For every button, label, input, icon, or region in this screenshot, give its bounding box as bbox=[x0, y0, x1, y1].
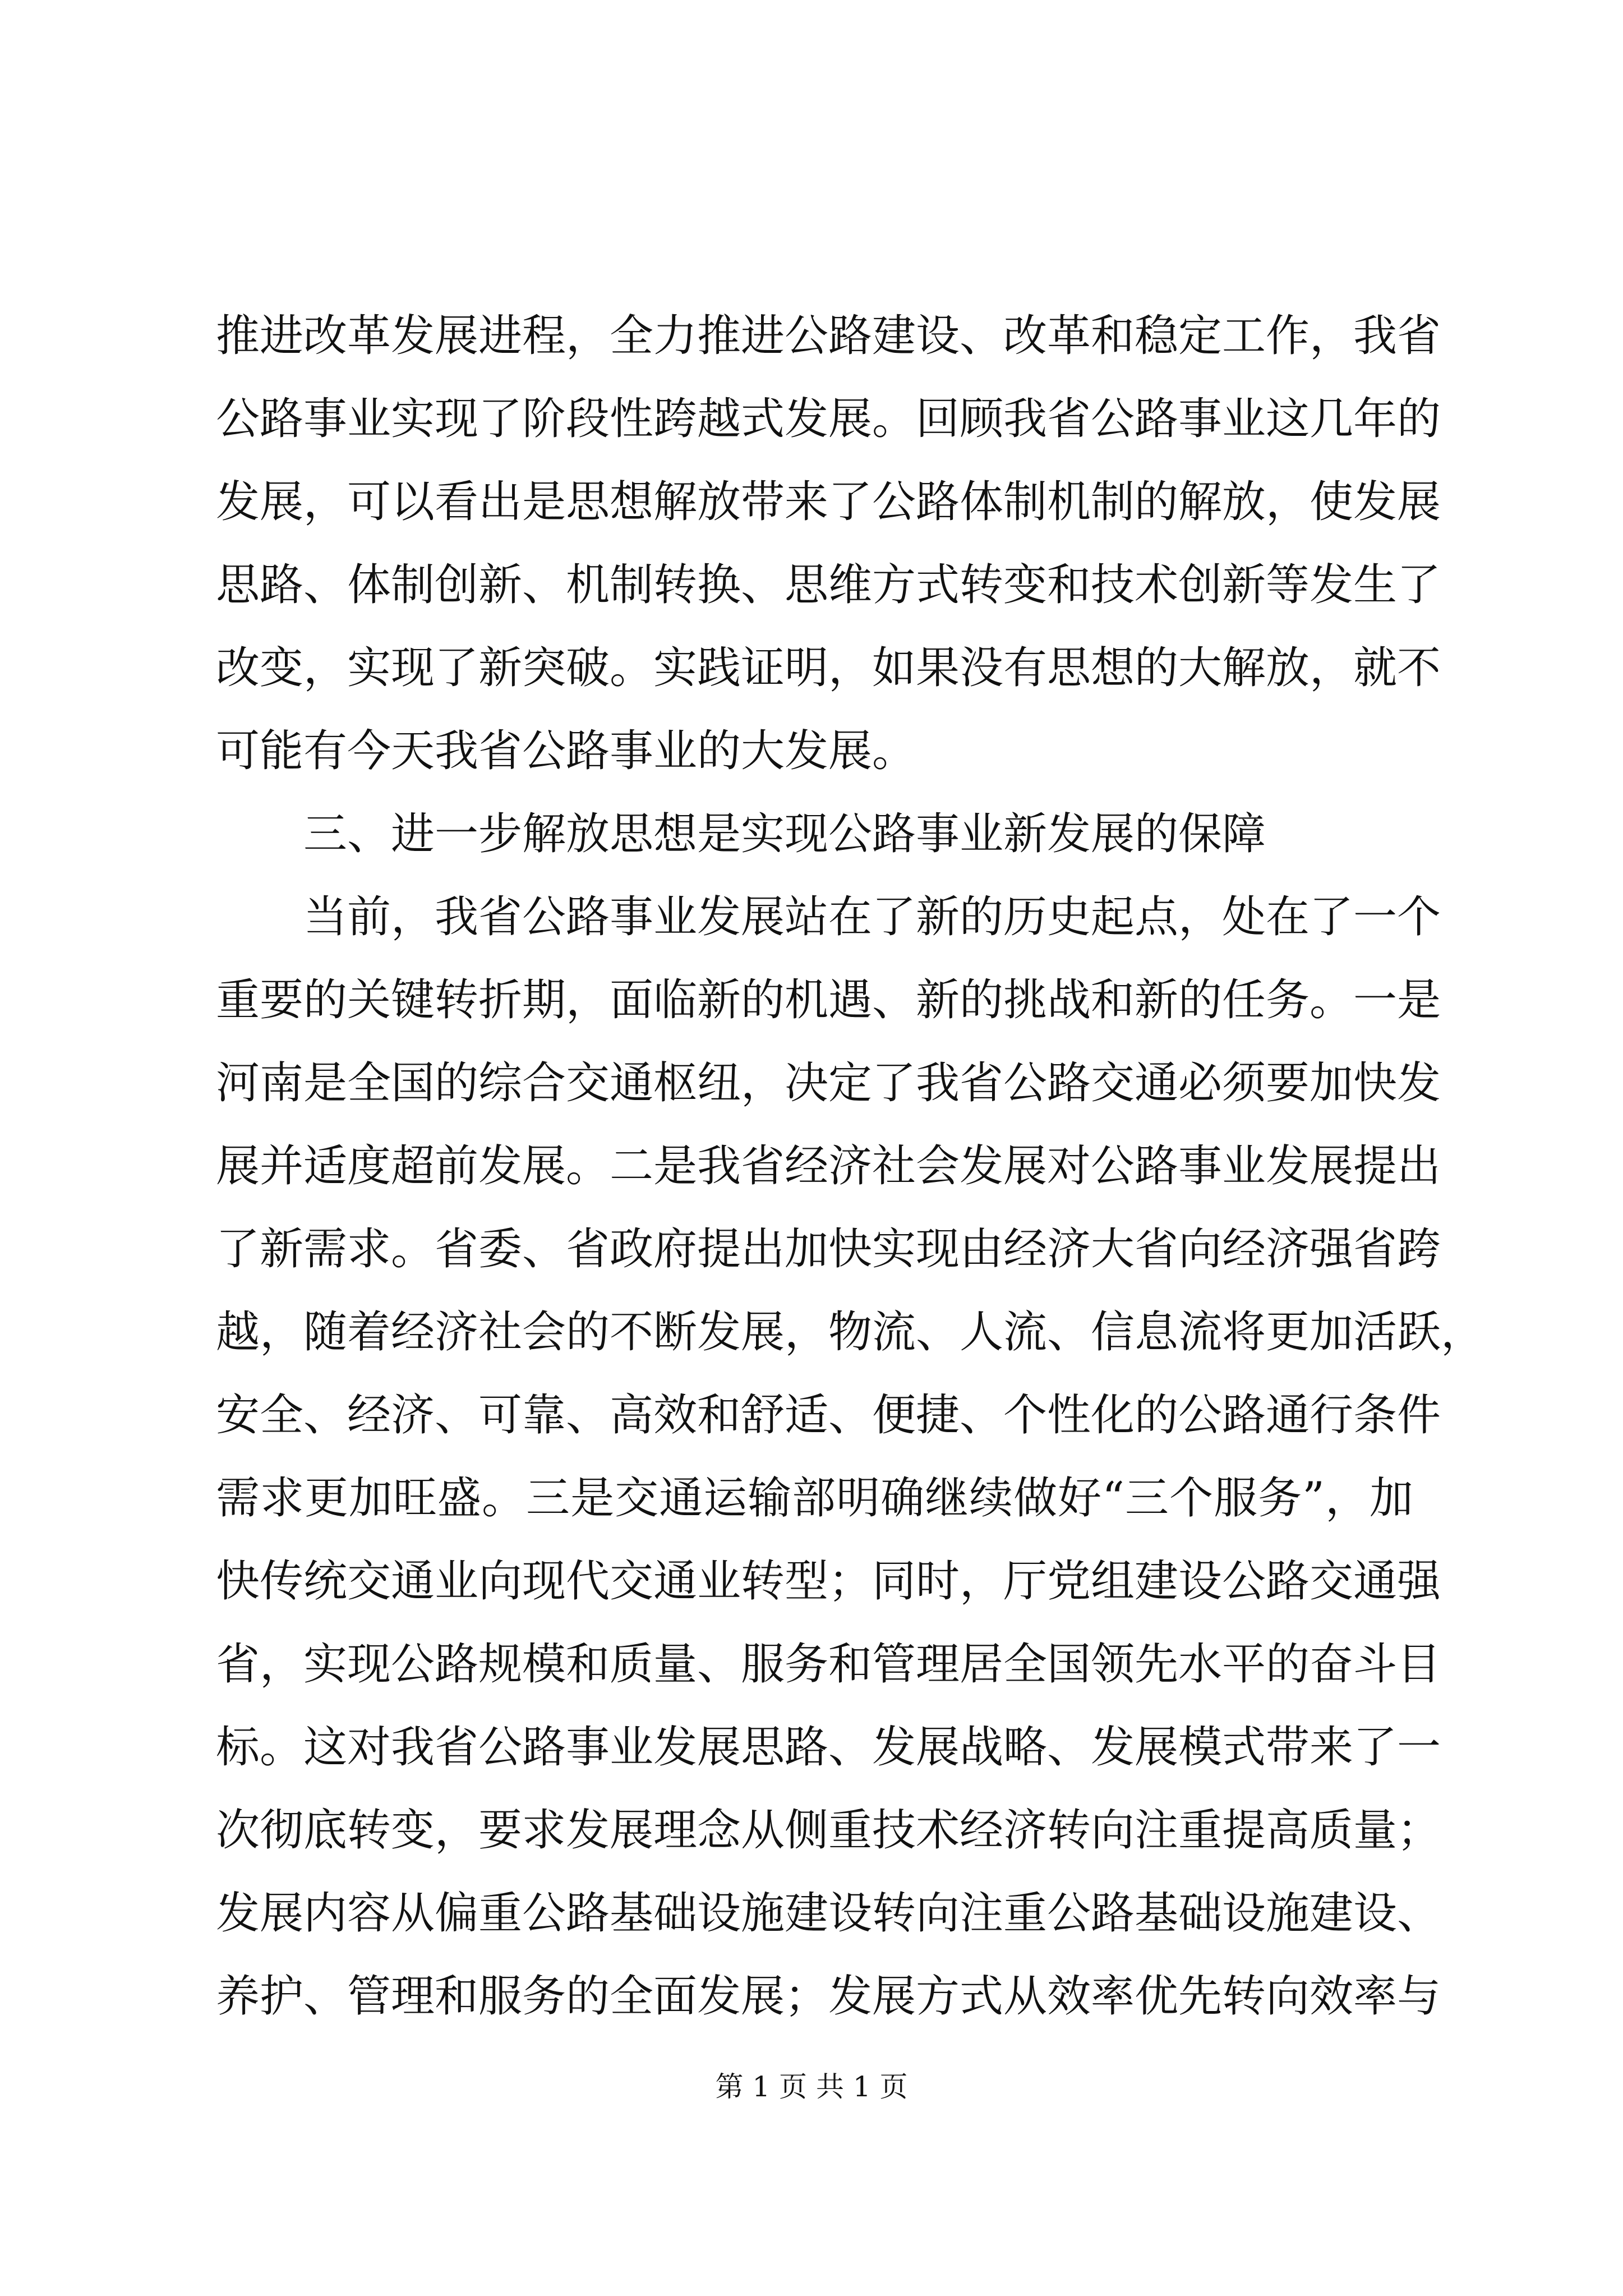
paragraph-2-line: 越，随着经济社会的不断发展，物流、人流、信息流将更加活跃， bbox=[216, 1307, 1485, 1358]
paragraph-1-line: 思路、体制创新、机制转换、思维方式转变和技术创新等发生了 bbox=[216, 560, 1441, 610]
paragraph-2-line: 安全、经济、可靠、高效和舒适、便捷、个性化的公路通行条件 bbox=[216, 1390, 1441, 1441]
paragraph-2-line: 需求更加旺盛。三是交通运输部明确继续做好“三个服务”，加 bbox=[216, 1473, 1413, 1524]
paragraph-1-line: 可能有今天我省公路事业的大发展。 bbox=[216, 726, 916, 776]
paragraph-1-line: 发展，可以看出是思想解放带来了公路体制机制的解放，使发展 bbox=[216, 477, 1441, 527]
paragraph-2-line: 了新需求。省委、省政府提出加快实现由经济大省向经济强省跨 bbox=[216, 1224, 1441, 1274]
paragraph-2-line: 发展内容从偏重公路基础设施建设转向注重公路基础设施建设、 bbox=[216, 1888, 1441, 1939]
paragraph-2-line: 省，实现公路规模和质量、服务和管理居全国领先水平的奋斗目 bbox=[216, 1639, 1441, 1690]
section-heading: 三、进一步解放思想是实现公路事业新发展的保障 bbox=[303, 809, 1266, 859]
paragraph-2-line: 重要的关键转折期，面临新的机遇、新的挑战和新的任务。一是 bbox=[216, 975, 1441, 1025]
paragraph-1-line: 改变，实现了新突破。实践证明，如果没有思想的大解放，就不 bbox=[216, 643, 1441, 693]
paragraph-2-line: 快传统交通业向现代交通业转型；同时，厅党组建设公路交通强 bbox=[216, 1556, 1441, 1607]
paragraph-2-line: 展并适度超前发展。二是我省经济社会发展对公路事业发展提出 bbox=[216, 1141, 1441, 1191]
paragraph-2-line: 河南是全国的综合交通枢纽，决定了我省公路交通必须要加快发 bbox=[216, 1058, 1441, 1108]
page-number-footer: 第 1 页 共 1 页 bbox=[715, 2070, 908, 2103]
document-body bbox=[216, 295, 1485, 2038]
paragraph-1-line: 推进改革发展进程，全力推进公路建设、改革和稳定工作，我省 bbox=[216, 311, 1441, 361]
paragraph-2-line: 养护、管理和服务的全面发展；发展方式从效率优先转向效率与 bbox=[216, 1971, 1441, 2022]
paragraph-1-line: 公路事业实现了阶段性跨越式发展。回顾我省公路事业这几年的 bbox=[216, 394, 1441, 444]
paragraph-2-line: 标。这对我省公路事业发展思路、发展战略、发展模式带来了一 bbox=[216, 1722, 1441, 1773]
paragraph-2-line: 次彻底转变，要求发展理念从侧重技术经济转向注重提高质量； bbox=[216, 1805, 1441, 1856]
paragraph-2-line: 当前，我省公路事业发展站在了新的历史起点，处在了一个 bbox=[303, 892, 1441, 942]
